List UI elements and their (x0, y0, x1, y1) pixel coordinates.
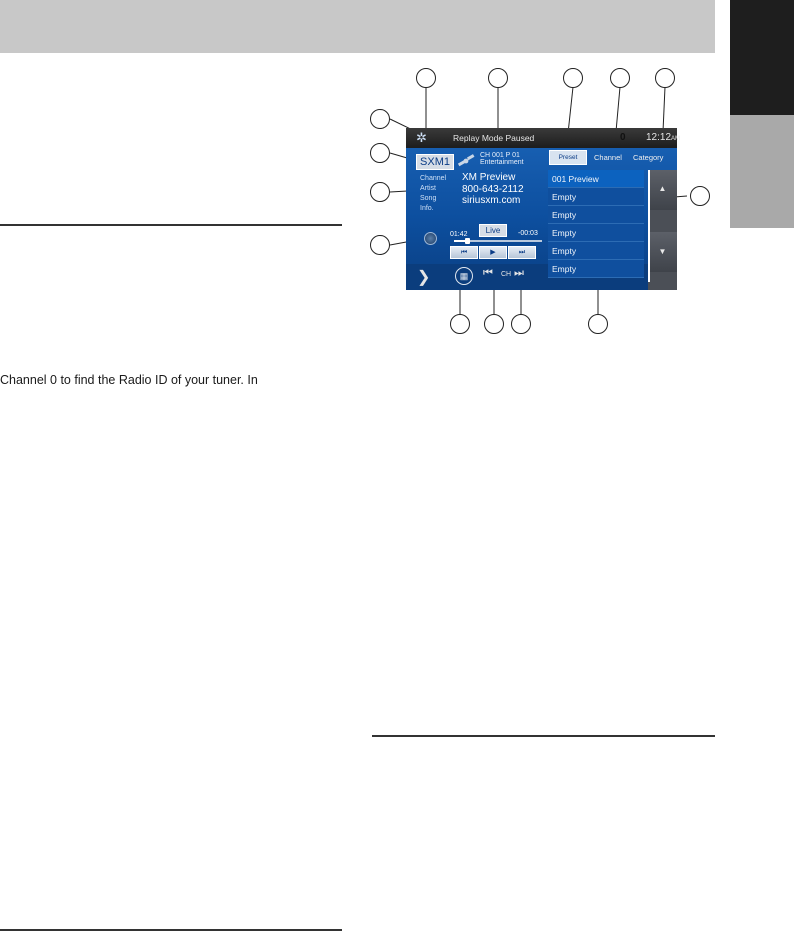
play-button[interactable]: ▶ (479, 246, 507, 259)
list-item[interactable]: 001 Preview (548, 170, 644, 188)
tune-knob-icon[interactable] (424, 232, 437, 245)
callout-circle (370, 109, 390, 129)
channel-next-icon[interactable]: ⏭ (514, 267, 524, 279)
channel-tab[interactable]: Channel (594, 153, 622, 162)
list-item[interactable]: Empty (548, 224, 644, 242)
remaining-time: -00:03 (518, 230, 538, 237)
satellite-icon (456, 153, 476, 169)
callout-circle (610, 68, 630, 88)
clock: 12:12AM (646, 132, 681, 143)
elapsed-time: 01:42 (450, 231, 468, 238)
callout-circle (416, 68, 436, 88)
meta-value: 800-643-2112 (462, 183, 524, 195)
callout-circle (484, 314, 504, 334)
replay-progress-bar[interactable] (454, 240, 542, 242)
chevron-right-icon[interactable]: ❯ (417, 269, 431, 286)
meta-label: Song (420, 195, 437, 202)
scroll-up-button[interactable]: ▲ (648, 170, 677, 210)
channel-prev-icon[interactable]: ⏮ (483, 267, 493, 279)
meta-label: Artist (420, 185, 436, 192)
gear-icon[interactable]: ✲ (416, 130, 427, 145)
scroll-down-button[interactable]: ▼ (648, 232, 677, 272)
scroll-panel (648, 170, 677, 290)
callout-circle (690, 186, 710, 206)
zero-indicator: 0 (620, 132, 626, 143)
disc-icon[interactable]: ▦ (455, 267, 473, 285)
status-bar (406, 128, 681, 148)
meta-value: siriusxm.com (462, 195, 521, 206)
list-item[interactable]: Empty (548, 206, 644, 224)
callout-circle (588, 314, 608, 334)
callout-circle (655, 68, 675, 88)
list-item[interactable]: Empty (548, 260, 644, 278)
scrollbar[interactable] (648, 170, 650, 282)
callout-circle (370, 235, 390, 255)
callout-circle (370, 182, 390, 202)
band-button[interactable]: SXM1 (416, 154, 454, 170)
preset-button[interactable]: Preset (549, 150, 587, 165)
ch-label: CH (501, 271, 512, 278)
callout-circle (563, 68, 583, 88)
radio-screen (406, 128, 681, 290)
rewind-button[interactable]: ⏮ (450, 246, 478, 259)
metadata-labels (420, 174, 446, 214)
category-tab[interactable]: Category (633, 153, 664, 162)
channel-info: CH 001 P 01 Entertainment (480, 152, 524, 166)
meta-label: Channel (420, 175, 447, 182)
preset-list (548, 170, 644, 278)
body-text-line: Channel 0 to find the Radio ID of your tuner. In (0, 373, 258, 387)
live-button[interactable]: Live (479, 224, 507, 237)
callout-circle (488, 68, 508, 88)
meta-value: XM Preview (462, 172, 516, 183)
fast-forward-button[interactable]: ⏭ (508, 246, 536, 259)
progress-thumb[interactable] (465, 238, 470, 244)
meta-label: Info. (420, 205, 434, 212)
callout-circle (370, 143, 390, 163)
list-item[interactable]: Empty (548, 188, 644, 206)
list-item[interactable]: Empty (548, 242, 644, 260)
metadata-values (462, 172, 524, 207)
callout-circle (511, 314, 531, 334)
callout-circle (450, 314, 470, 334)
replay-status: Replay Mode Paused (453, 133, 535, 143)
